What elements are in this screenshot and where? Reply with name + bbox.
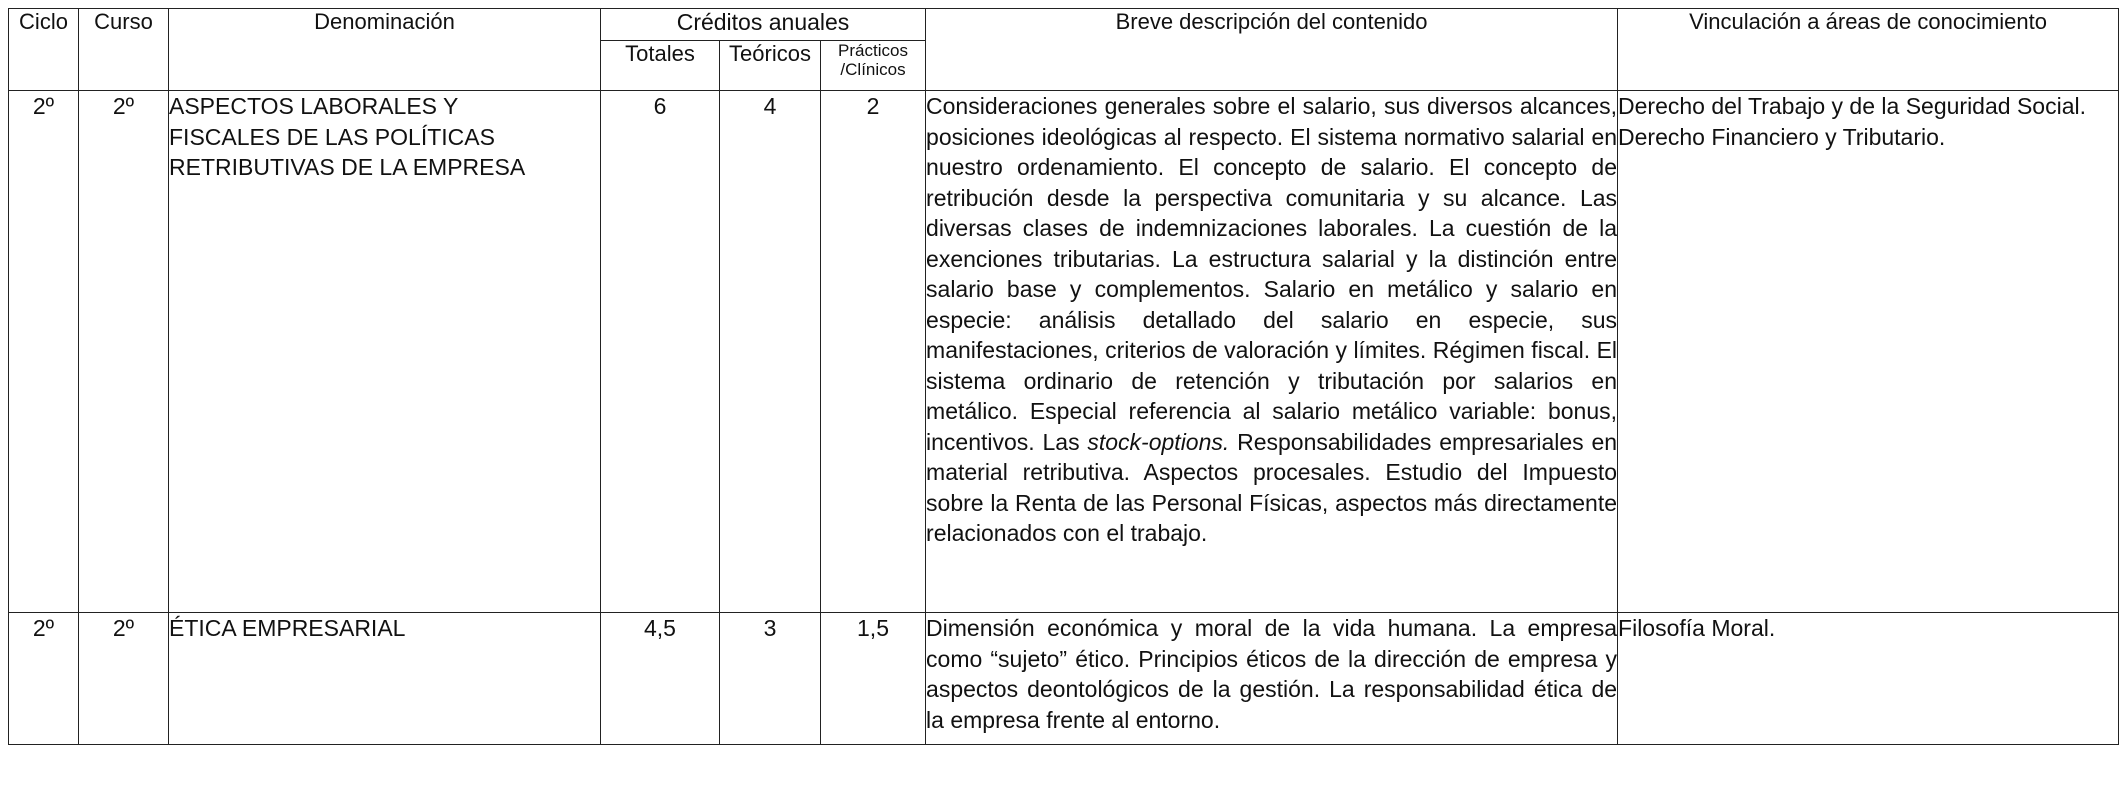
denominacion-line: ASPECTOS LABORALES Y bbox=[169, 93, 459, 119]
cell-denominacion bbox=[169, 613, 601, 745]
cell-vinculacion bbox=[1618, 91, 2119, 613]
cell-ciclo: 2º bbox=[9, 613, 79, 745]
denominacion-line: RETRIBUTIVAS DE LA EMPRESA bbox=[169, 154, 526, 180]
header-row-1 bbox=[9, 9, 2119, 41]
cell-teoricos: 4 bbox=[720, 91, 821, 613]
descripcion-text: Dimensión económica y moral de la vida humana. La empresa como “sujeto” ético. Principios éticos de la dirección de empresa y aspectos deontológicos de la gestión. La responsabilidad ética de la empresa frente al entorno. bbox=[926, 615, 1618, 733]
header-denominacion: Denominación bbox=[169, 9, 601, 91]
header-vinculacion: Vinculación a áreas de conocimiento bbox=[1618, 9, 2119, 91]
table-row bbox=[9, 91, 2119, 613]
cell-descripcion bbox=[926, 613, 1618, 745]
header-ciclo: Ciclo bbox=[9, 9, 79, 91]
header-totales: Totales bbox=[601, 41, 720, 91]
descripcion-italic: stock-options. bbox=[1087, 428, 1230, 455]
curriculum-table bbox=[8, 8, 2119, 745]
cell-teoricos: 3 bbox=[720, 613, 821, 745]
descripcion-text-cont: Responsabilidades empresariales en material retributiva. Aspectos procesales. Estudio del Impuesto sobre la Renta de las Personal Físicas, aspectos más directamente relacionados con el trabajo. bbox=[926, 428, 1618, 546]
header-practicos bbox=[821, 41, 926, 91]
area-line: Derecho del Trabajo y de la Seguridad Social. bbox=[1618, 93, 2086, 119]
table-row bbox=[9, 613, 2119, 745]
header-curso: Curso bbox=[79, 9, 169, 91]
header-practicos-line1: Prácticos bbox=[838, 41, 908, 60]
cell-vinculacion bbox=[1618, 613, 2119, 745]
cell-ciclo: 2º bbox=[9, 91, 79, 613]
area-line: Derecho Financiero y Tributario. bbox=[1618, 123, 1946, 150]
cell-totales: 6 bbox=[601, 91, 720, 613]
header-teoricos: Teóricos bbox=[720, 41, 821, 91]
cell-denominacion bbox=[169, 91, 601, 613]
cell-practicos: 2 bbox=[821, 91, 926, 613]
descripcion-text: Consideraciones generales sobre el salario, sus diversos alcances, posiciones ideológicas al respecto. El sistema normativo salarial en nuestro ordenamiento. El concepto de salario. El concepto de retribución desde la perspectiva comunitaria y su alcance. Las diversas clases de indemnizaciones laborales. La cuestión de la exenciones tributarias. La estructura salarial y la distinción entre salario base y complementos. Salario en metálico y salario en especie: análisis detallado del salario en especie, sus manifestaciones, criterios de valoración y límites. Régimen fiscal. El sistema ordinario de retención y tributación por salarios en metálico. Especial referencia al salario metálico variable: bonus, incentivos. Las bbox=[926, 93, 1618, 455]
header-practicos-line2: /Clínicos bbox=[840, 60, 906, 79]
cell-curso: 2º bbox=[79, 91, 169, 613]
header-creditos-anuales: Créditos anuales bbox=[601, 9, 926, 41]
denominacion-line: FISCALES DE LAS POLÍTICAS bbox=[169, 123, 495, 150]
cell-practicos: 1,5 bbox=[821, 613, 926, 745]
area-line: Filosofía Moral. bbox=[1618, 615, 1776, 641]
header-descripcion: Breve descripción del contenido bbox=[926, 9, 1618, 91]
cell-curso: 2º bbox=[79, 613, 169, 745]
cell-totales: 4,5 bbox=[601, 613, 720, 745]
denominacion-line: ÉTICA EMPRESARIAL bbox=[169, 615, 406, 641]
cell-descripcion bbox=[926, 91, 1618, 613]
